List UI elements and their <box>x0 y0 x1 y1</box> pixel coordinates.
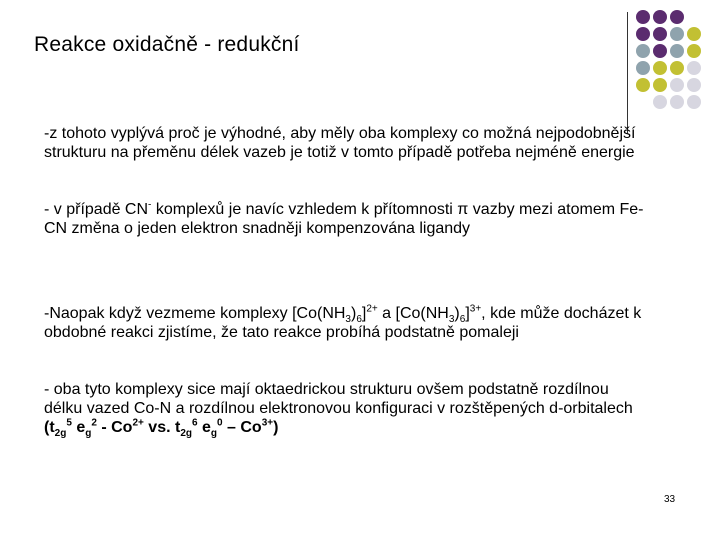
decorative-dot <box>670 10 684 24</box>
decorative-dot <box>687 78 701 92</box>
decorative-dot <box>670 44 684 58</box>
decorative-dot <box>653 27 667 41</box>
decorative-dot <box>636 78 650 92</box>
decorative-dot <box>653 44 667 58</box>
slide-title: Reakce oxidačně - redukční <box>34 33 300 56</box>
decorative-dot <box>670 61 684 75</box>
paragraph-1: -z tohoto vyplývá proč je výhodné, aby měly oba komplexy co možná nejpodobnější strukturu na přeměnu délek vazeb je totiž v tomto případě potřeba nejméně energie <box>44 125 636 161</box>
divider-line <box>627 12 628 134</box>
decorative-dot <box>687 95 701 109</box>
decorative-dot <box>636 27 650 41</box>
decorative-dot <box>653 78 667 92</box>
paragraph-2: - v případě CN- komplexů je navíc vzhledem k přítomnosti π vazby mezi atomem Fe-CN změna o jeden elektron snadněji kompenzována ligandy <box>44 199 644 237</box>
decorative-dot <box>687 44 701 58</box>
decorative-dot <box>653 10 667 24</box>
decorative-dot <box>653 61 667 75</box>
decorative-dot <box>653 95 667 109</box>
decorative-dot <box>670 78 684 92</box>
decorative-dot <box>636 44 650 58</box>
paragraph-4: - oba tyto komplexy sice mají oktaedrickou strukturu ovšem podstatně rozdílnou délku vazed Co-N a rozdílnou elektronovou konfiguraci v rozštěpených d-orbitalech ($t_{2g}^5$ $e_g^2 - Co^{2+}$ vs. $t_{2g}^6$ $e_g^0 - Co^{3+}$) <box>44 381 633 440</box>
paragraph-3: -Naopak když vezmeme komplexy $[Co(NH_3)_6]^{2+}$ a $[Co(NH_3)_6]^{3+}$, kde může docházet k obdobné reakci zjistíme, že tato reakce probíhá podstatně pomaleji <box>44 303 642 341</box>
page-number: 33 <box>664 494 676 505</box>
pi-symbol: π <box>457 201 469 218</box>
electron-configuration: ($t_{2g}^5$ $e_g^2 - Co^{2+}$ vs. $t_{2g}^6$ $e_g^0 - Co^{3+}$) <box>44 417 279 440</box>
decorative-dot <box>687 61 701 75</box>
decorative-dot <box>670 95 684 109</box>
decorative-dot <box>636 61 650 75</box>
decorative-dot <box>670 27 684 41</box>
decorative-dot <box>687 27 701 41</box>
decorative-dot <box>636 10 650 24</box>
